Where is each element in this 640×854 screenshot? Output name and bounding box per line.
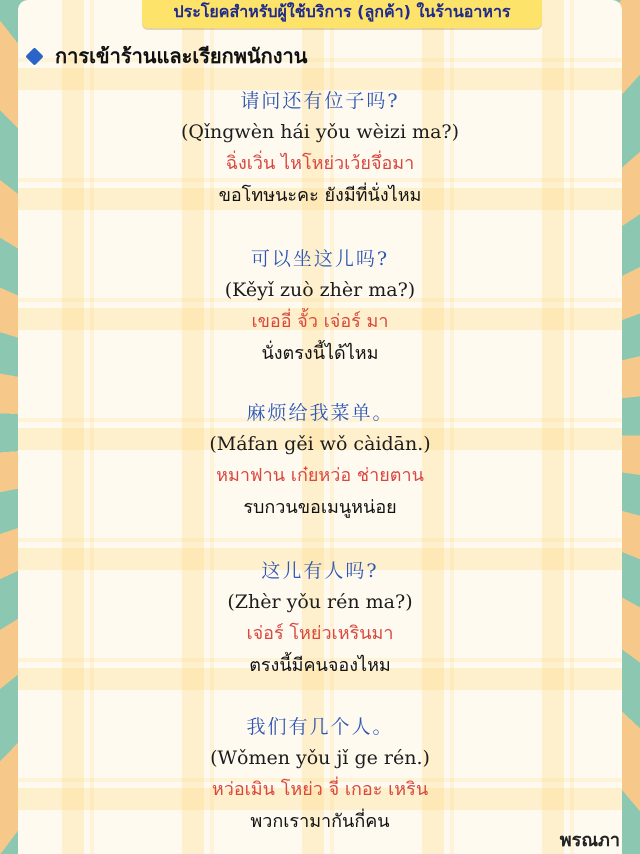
phrase-thai-meaning: นั่งตรงนี้ได้ไหม xyxy=(261,343,379,364)
phrase-thai-reading: ฉิ่งเวิ่น ไหโหย่วเว้ยจึ่อมา xyxy=(225,153,415,174)
section-title: การเข้าร้านและเรียกพนักงาน xyxy=(55,44,308,68)
phrase-thai-reading: เขออี่ จั้ว เจ่อร์ มา xyxy=(251,311,389,332)
phrase-item xyxy=(0,398,640,524)
phrase-thai-reading: หว่อเมิน โหย่ว จี่ เกอะ เหริน xyxy=(211,779,429,800)
title-banner: ประโยคสำหรับผู้ใช้บริการ (ลูกค้า) ในร้านอาหาร xyxy=(142,0,542,28)
author-signature: พรณภา xyxy=(559,830,620,851)
phrase-hanzi: 请问还有位子吗? xyxy=(240,90,400,112)
phrase-pinyin: (Qǐngwèn hái yǒu wèizi ma?) xyxy=(180,121,460,143)
phrase-hanzi: 我们有几个人。 xyxy=(246,716,394,738)
phrase-hanzi: 可以坐这儿吗? xyxy=(250,248,390,270)
phrase-thai-reading: หมาฟาน เก๋ยหว่อ ช่ายตาน xyxy=(216,465,424,486)
phrase-pinyin: (Wǒmen yǒu jǐ ge rén.) xyxy=(210,747,430,769)
diamond-bullet-icon xyxy=(25,47,43,65)
phrase-item xyxy=(0,244,640,370)
phrase-hanzi: 麻烦给我菜单。 xyxy=(246,402,394,424)
phrase-hanzi: 这儿有人吗? xyxy=(261,560,379,582)
phrase-thai-meaning: ขอโทษนะคะ ยังมีที่นั่งไหม xyxy=(218,185,422,206)
phrase-item xyxy=(0,712,640,838)
phrase-item xyxy=(0,556,640,682)
phrase-pinyin: (Máfan gěi wǒ càidān.) xyxy=(209,433,431,455)
phrase-pinyin: (Kěyǐ zuò zhèr ma?) xyxy=(224,279,416,301)
section-header xyxy=(24,42,307,70)
phrase-thai-meaning: ตรงนี้มีคนจองไหม xyxy=(249,655,391,676)
phrase-thai-meaning: พวกเรามากันกี่คน xyxy=(250,811,390,832)
phrase-item xyxy=(0,86,640,212)
phrase-thai-meaning: รบกวนขอเมนูหน่อย xyxy=(243,497,397,518)
phrase-pinyin: (Zhèr yǒu rén ma?) xyxy=(227,591,413,613)
phrase-thai-reading: เจ่อร์ โหย่วเหรินมา xyxy=(246,623,394,644)
